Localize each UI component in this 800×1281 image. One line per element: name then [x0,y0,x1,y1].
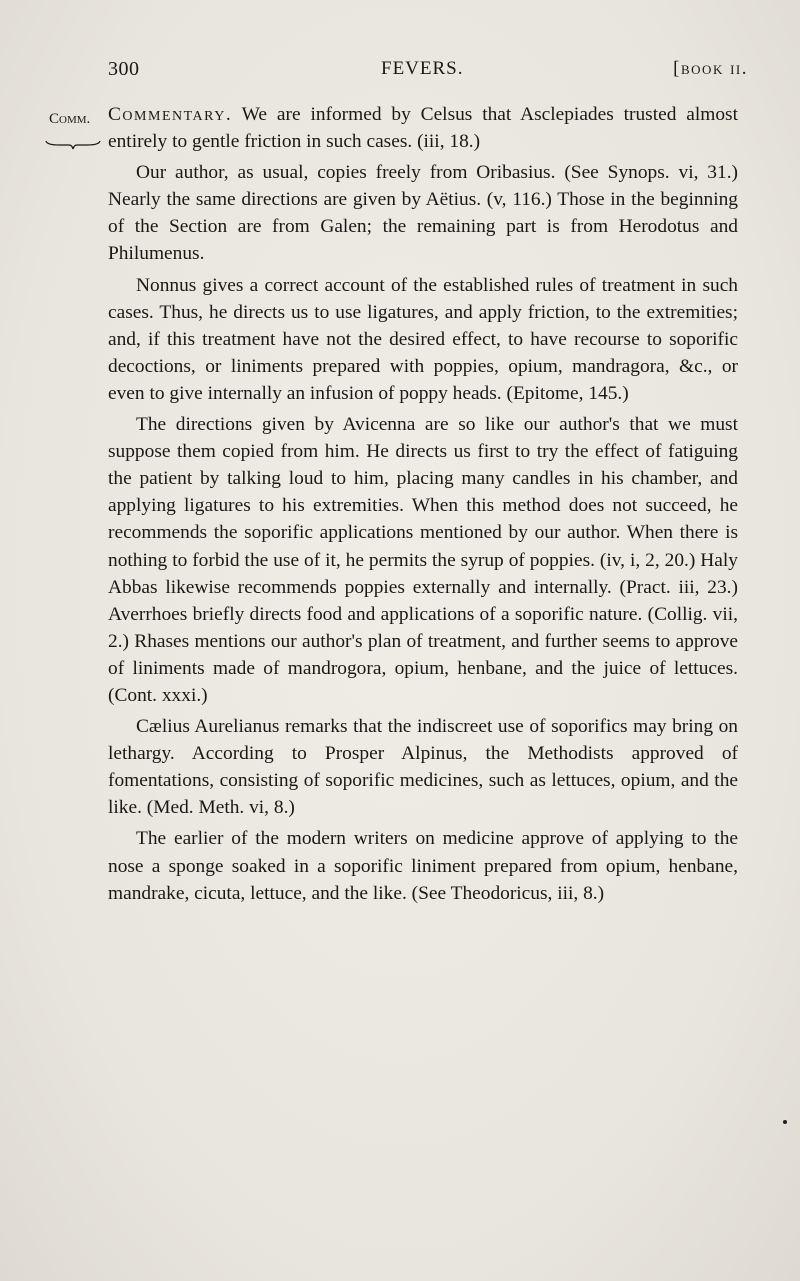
paragraph: Our author, as usual, copies freely from Oribasius. (See Synops. vi, 31.) Nearly the same directions are given by Aëtius. (v, 116.) Those in the beginning of the Section are from Galen; the remaining part is from Herodotus and Philumenus. [108,162,738,265]
commentary-heading: Commentary. [108,104,233,125]
brace-icon [45,139,101,151]
paragraph: Nonnus gives a correct account of the established rules of treatment in such cases. Thus, he directs us to use ligatures, and apply friction, to the extremities; and, if this treatment have not the desired effect, to have recourse to soporific decoctions, or liniments prepared with poppies, opium, mandragora, &c., or even to give internally an infusion of poppy heads. (Epitome, 145.) [108,274,738,404]
page-header [108,58,748,86]
running-title: FEVERS. [381,58,464,79]
paragraph-text: We are informed by Celsus that Asclepiades trusted almost entirely to gentle friction in such cases. (iii, 18.) [108,104,738,153]
page-number: 300 [108,58,140,80]
margin-note: Comm. [49,111,91,127]
paragraph: The directions given by Avicenna are so like our author's that we must suppose them copied from him. He directs us first to try the effect of fatiguing the patient by talking loud to him, placing many candles in his chamber, and applying ligatures to his extremities. When this method does not succeed, he recommends the soporific applications mentioned by our author. When there is nothing to forbid the use of it, he permits the syrup of poppies. (iv, i, 2, 20.) Haly Abbas likewise recommends poppies externally and internally. (Pract. iii, 23.) Averrhoes briefly directs food and applications of a soporific nature. (Collig. vii, 2.) Rhases mentions our author's plan of treatment, and further seems to approve of liniments made of mandrogora, opium, henbane, and the juice of lettuces. (Cont. xxxi.) [108,414,738,706]
paragraph: Cælius Aurelianus remarks that the indiscreet use of soporifics may bring on lethargy. According to Prosper Alpinus, the Methodists approved of fomentations, consisting of soporific medicines, such as lettuces, opium, and the like. (Med. Meth. vi, 8.) [108,716,738,819]
paragraph: The earlier of the modern writers on medicine approve of applying to the nose a sponge soaked in a soporific liniment prepared from opium, henbane, mandrake, cicuta, lettuce, and the like. (See Theodoricus, iii, 8.) [108,828,738,904]
section-marker: [book ii. [673,58,748,79]
commentary-text [108,101,738,907]
paragraph-commentary [108,101,738,155]
ink-speck [783,1120,787,1124]
